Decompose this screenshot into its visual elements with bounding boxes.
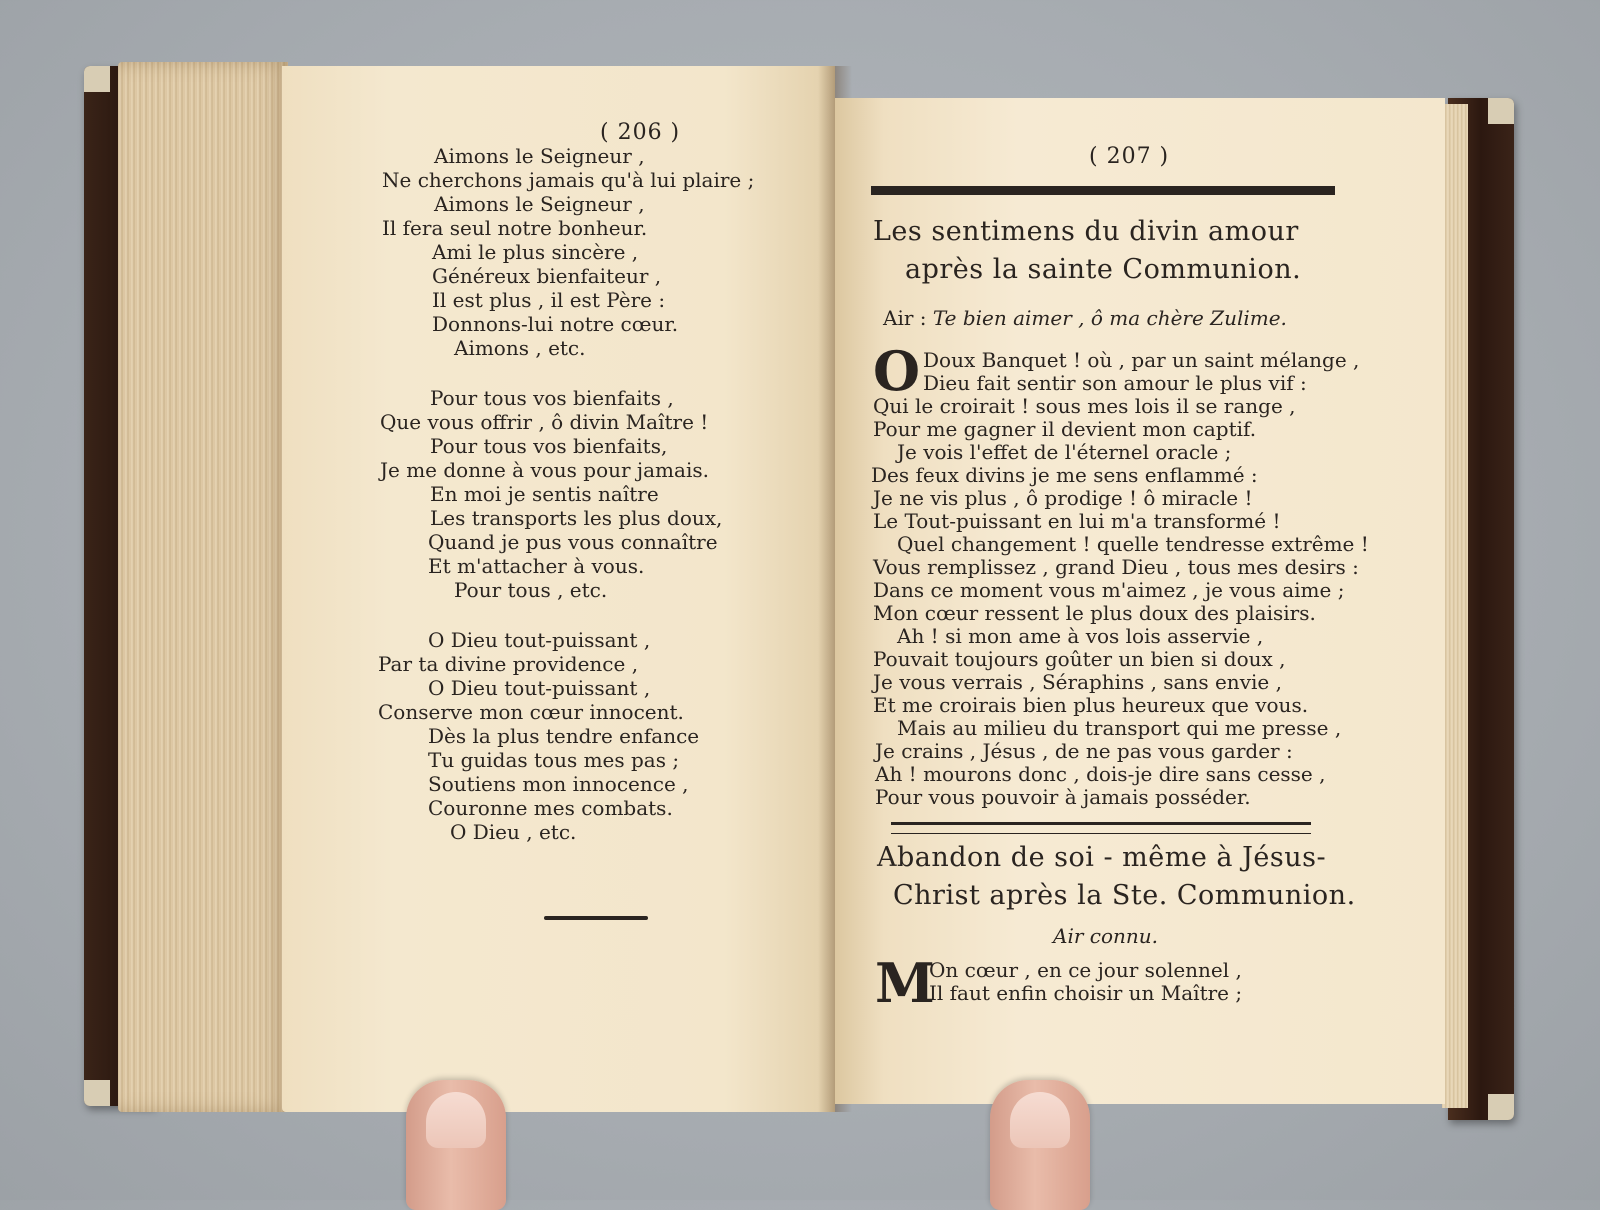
verse-line: Aimons , etc. xyxy=(454,336,586,360)
air-line xyxy=(883,306,1287,330)
verse-line: Dieu fait sentir son amour le plus vif : xyxy=(923,371,1307,395)
verse-line: Je crains , Jésus , de ne pas vous garder : xyxy=(875,739,1293,763)
air-tune: Te bien aimer , ô ma chère Zulime. xyxy=(932,306,1287,330)
verse-line: Pour tous vos bienfaits , xyxy=(430,386,674,410)
verse-line: Et me croirais bien plus heureux que vous. xyxy=(873,693,1309,717)
verse-line: Par ta divine providence , xyxy=(378,652,639,676)
verse-line: Ne cherchons jamais qu'à lui plaire ; xyxy=(382,168,755,192)
section-rule xyxy=(891,822,1311,834)
verse-line: Que vous offrir , ô divin Maître ! xyxy=(380,410,709,434)
verse-line: Doux Banquet ! où , par un saint mélange , xyxy=(923,348,1360,372)
verse-line: Généreux bienfaiteur , xyxy=(432,264,662,288)
verse-line: Pour tous , etc. xyxy=(454,578,608,602)
verse-line: Mais au milieu du transport qui me presse , xyxy=(897,716,1342,740)
cover-corner-bottom-left xyxy=(84,1080,110,1106)
verse-line: Je me donne à vous pour jamais. xyxy=(380,458,709,482)
page-number-left: ( 206 ) xyxy=(600,120,681,145)
verse-line: O Dieu tout-puissant , xyxy=(428,628,651,652)
verse-line: Mon cœur ressent le plus doux des plaisirs. xyxy=(873,601,1316,625)
verse-line: Dès la plus tendre enfance xyxy=(428,724,700,748)
verse-line: Le Tout-puissant en lui m'a transformé ! xyxy=(873,509,1281,533)
verse-line: O Dieu tout-puissant , xyxy=(428,676,651,700)
page-stack-left xyxy=(118,62,288,1112)
verse-line: Pour tous vos bienfaits, xyxy=(430,434,668,458)
verse-line: Quand je pus vous connaître xyxy=(428,530,718,554)
page-number-right: ( 207 ) xyxy=(1089,144,1170,169)
verse-line: Il fera seul notre bonheur. xyxy=(382,216,648,240)
verse-line: Je vous verrais , Séraphins , sans envie , xyxy=(873,670,1282,694)
page-stack-right xyxy=(1442,104,1468,1108)
verse-line: Qui le croirait ! sous mes lois il se range , xyxy=(873,394,1296,418)
dropcap-m: M xyxy=(875,951,935,1015)
verse-line: Couronne mes combats. xyxy=(428,796,673,820)
verse-line: Vous remplissez , grand Dieu , tous mes desirs : xyxy=(873,555,1359,579)
verse-line: Pour vous pouvoir à jamais posséder. xyxy=(875,785,1251,809)
header-rule xyxy=(871,186,1335,195)
left-thumb xyxy=(406,1080,506,1210)
right-thumbnail xyxy=(1010,1092,1070,1148)
dropcap: O xyxy=(873,339,921,403)
left-thumbnail xyxy=(426,1092,486,1148)
end-rule xyxy=(544,916,648,920)
verse-line: Ami le plus sincère , xyxy=(432,240,639,264)
verse-line: Soutiens mon innocence , xyxy=(428,772,689,796)
hymn2-air: Air connu. xyxy=(1053,924,1158,948)
verse-line: Aimons le Seigneur , xyxy=(434,144,645,168)
verse-line: Pour me gagner il devient mon captif. xyxy=(873,417,1257,441)
verse-line: En moi je sentis naître xyxy=(430,482,659,506)
verse-line: Il faut enfin choisir un Maître ; xyxy=(929,981,1243,1005)
verse-line: Je vois l'effet de l'éternel oracle ; xyxy=(897,440,1232,464)
verse-line: Ah ! mourons donc , dois-je dire sans cesse , xyxy=(875,762,1326,786)
verse-line: Donnons-lui notre cœur. xyxy=(432,312,679,336)
cover-corner-top-right xyxy=(1488,98,1514,124)
verse-line: Il est plus , il est Père : xyxy=(432,288,666,312)
hymn-title-line2: après la sainte Communion. xyxy=(905,254,1302,285)
verse-line: Tu guidas tous mes pas ; xyxy=(428,748,680,772)
hymn2-title-line2: Christ après la Ste. Communion. xyxy=(893,880,1356,911)
verse-line: On cœur , en ce jour solennel , xyxy=(929,958,1242,982)
verse-line: Pouvait toujours goûter un bien si doux , xyxy=(873,647,1286,671)
hymn-title-line1: Les sentimens du divin amour xyxy=(873,216,1299,247)
verse-line: Des feux divins je me sens enflammé : xyxy=(871,463,1258,487)
cover-corner-top-left xyxy=(84,66,110,92)
verse-line: Quel changement ! quelle tendresse extrême ! xyxy=(897,532,1369,556)
air-prefix: Air : xyxy=(883,306,927,330)
left-page xyxy=(282,66,835,1112)
hymn2-title-line1: Abandon de soi - même à Jésus- xyxy=(877,842,1327,873)
verse-line: Et m'attacher à vous. xyxy=(428,554,645,578)
verse-line: Ah ! si mon ame à vos lois asservie , xyxy=(897,624,1264,648)
right-thumb xyxy=(990,1080,1090,1210)
verse-line: Dans ce moment vous m'aimez , je vous aime ; xyxy=(873,578,1345,602)
verse-line: Aimons le Seigneur , xyxy=(434,192,645,216)
verse-line: Conserve mon cœur innocent. xyxy=(378,700,684,724)
verse-line: Les transports les plus doux, xyxy=(430,506,723,530)
verse-line: Je ne vis plus , ô prodige ! ô miracle ! xyxy=(873,486,1253,510)
cover-corner-bottom-right xyxy=(1488,1094,1514,1120)
right-page xyxy=(835,98,1445,1104)
verse-line: O Dieu , etc. xyxy=(450,820,577,844)
